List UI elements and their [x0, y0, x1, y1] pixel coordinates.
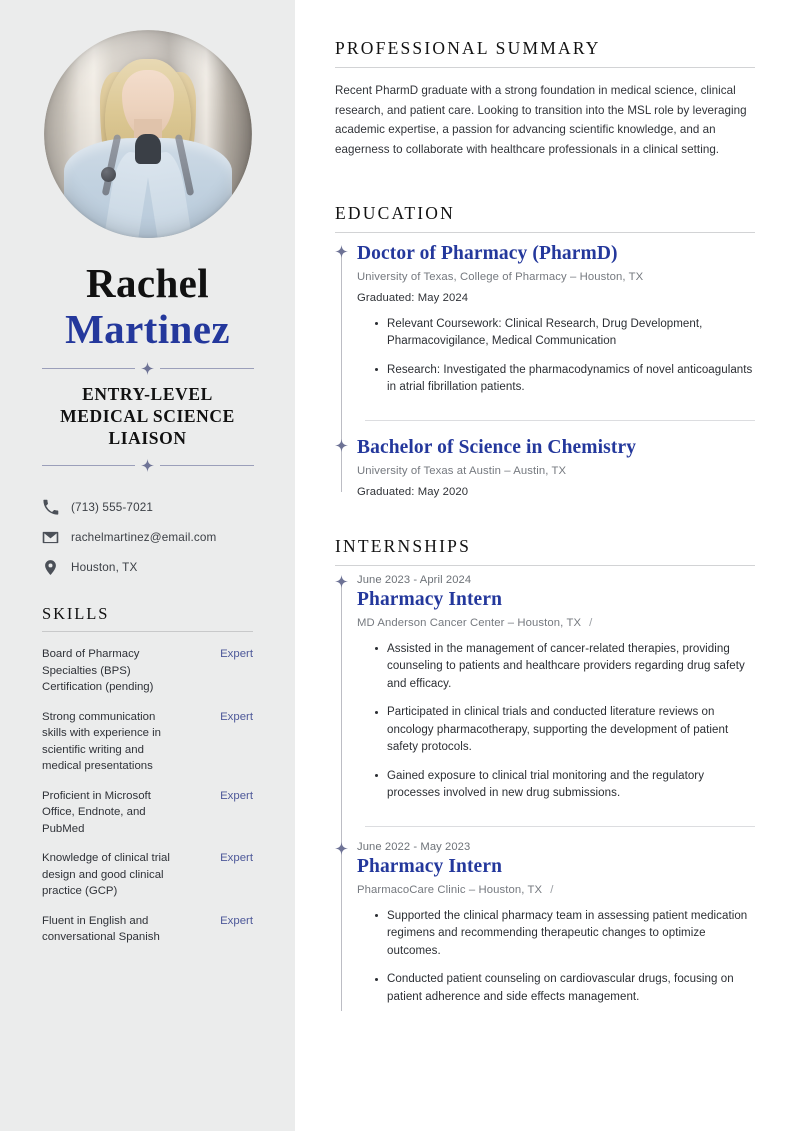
contact-phone[interactable] — [42, 499, 295, 516]
bullet-point: Gained exposure to clinical trial monitoring and the regulatory processes involved in new drug submissions. — [375, 768, 755, 803]
location-icon — [42, 559, 59, 576]
skill-level: Expert — [220, 648, 253, 660]
internships-section — [335, 536, 755, 1024]
bullet-point: Assisted in the management of cancer-related therapies, providing counseling to patients and healthcare providers regarding drug safety and efficacy. — [375, 641, 755, 694]
avatar — [44, 30, 252, 238]
phone-icon — [42, 499, 59, 516]
internship-entry — [357, 841, 755, 1024]
main-content — [295, 0, 800, 1131]
entry-separator — [365, 826, 755, 827]
internship-date: June 2023 - April 2024 — [357, 573, 472, 586]
first-name: Rachel — [85, 260, 210, 306]
internship-employer — [357, 617, 755, 629]
timeline-line — [341, 251, 342, 492]
skills-rule — [42, 631, 253, 632]
skill-item — [42, 850, 253, 900]
education-entry — [357, 241, 755, 414]
job-title: ENTRY-LEVEL MEDICAL SCIENCE LIAISON — [60, 384, 235, 448]
internship-points — [357, 908, 755, 1007]
contact-list — [42, 499, 295, 576]
skills-section — [42, 604, 253, 946]
skill-name: Fluent in English and conversational Spanish — [42, 914, 160, 943]
entry-separator — [365, 420, 755, 421]
degree-title: Bachelor of Science in Chemistry — [357, 436, 637, 458]
employer-name: PharmacoCare Clinic – Houston, TX — [357, 883, 543, 896]
summary-title: PROFESSIONAL SUMMARY — [335, 38, 601, 58]
ornament-divider-top — [42, 361, 254, 375]
contact-phone-text: (713) 555-7021 — [71, 501, 154, 514]
graduation-date: Graduated: May 2024 — [357, 291, 469, 304]
employer-separator: / — [589, 616, 593, 629]
ornament-divider-bottom — [42, 458, 254, 472]
education-entry — [357, 435, 755, 504]
internships-title: INTERNSHIPS — [335, 535, 472, 556]
school-name: University of Texas, College of Pharmacy – Houston, TX — [357, 270, 644, 283]
skill-name: Knowledge of clinical trial design and good clinical practice (GCP) — [42, 852, 170, 897]
last-name: Martinez — [65, 306, 230, 352]
skill-level: Expert — [220, 710, 253, 723]
internship-points — [357, 641, 755, 803]
school-name: University of Texas at Austin – Austin, TX — [357, 464, 567, 477]
internship-entry — [357, 574, 755, 820]
contact-location-text: Houston, TX — [71, 561, 138, 574]
education-timeline — [335, 241, 755, 504]
internship-role: Pharmacy Intern — [357, 588, 503, 610]
skill-level: Expert — [220, 914, 253, 927]
bullet-point: Relevant Coursework: Clinical Research, Drug Development, Pharmacovigilance, Medical Communication — [375, 316, 755, 351]
four-point-star-icon — [335, 575, 348, 588]
contact-email-text: rachelmartinez@email.com — [71, 531, 217, 544]
bullet-point: Research: Investigated the pharmacodynamics of novel anticoagulants in atrial fibrillation patients. — [375, 362, 755, 397]
degree-title: Doctor of Pharmacy (PharmD) — [357, 242, 618, 264]
internship-role: Pharmacy Intern — [357, 855, 503, 877]
skill-item — [42, 788, 253, 838]
bullet-point: Supported the clinical pharmacy team in assessing patient medication regimens and recommending therapeutic changes to optimize outcomes. — [375, 908, 755, 961]
bullet-point: Participated in clinical trials and conducted literature reviews on oncology pharmacotherapy, supporting the development of patient safety protocols. — [375, 704, 755, 757]
summary-text: Recent PharmD graduate with a strong foundation in medical science, clinical research, and patient care. Looking to transition into the MSL role by leveraging academic expertise, a passion for advancing scientific knowledge, and an eagerness to collaborate with healthcare professionals in a clinical setting. — [335, 84, 747, 156]
four-point-star-icon — [335, 842, 348, 855]
education-rule — [335, 232, 755, 233]
graduation-date: Graduated: May 2020 — [357, 485, 469, 498]
education-points — [357, 316, 755, 397]
internships-rule — [335, 565, 755, 566]
email-icon — [42, 529, 59, 546]
skill-item — [42, 646, 253, 696]
four-point-star-icon — [141, 362, 154, 375]
skills-title: SKILLS — [42, 604, 110, 623]
employer-name: MD Anderson Cancer Center – Houston, TX — [357, 616, 582, 629]
summary-rule — [335, 67, 755, 68]
education-title: EDUCATION — [335, 202, 455, 223]
timeline-line — [341, 584, 342, 1012]
summary-section — [335, 38, 755, 159]
employer-separator: / — [550, 883, 554, 896]
contact-email[interactable] — [42, 529, 295, 546]
internship-employer — [357, 884, 755, 896]
education-section — [335, 203, 755, 504]
four-point-star-icon — [335, 245, 348, 258]
name-block — [0, 260, 295, 352]
bullet-point: Conducted patient counseling on cardiovascular drugs, focusing on patient adherence and side effects management. — [375, 971, 755, 1006]
skill-level: Expert — [220, 789, 253, 802]
skill-level: Expert — [220, 852, 253, 864]
skill-name: Board of Pharmacy Specialties (BPS) Certification (pending) — [42, 648, 154, 693]
internships-timeline — [335, 574, 755, 1024]
four-point-star-icon — [141, 459, 154, 472]
skill-name: Proficient in Microsoft Office, Endnote, and PubMed — [42, 789, 151, 835]
skill-name: Strong communication skills with experience in scientific writing and medical presentations — [42, 710, 162, 772]
skill-item — [42, 709, 253, 775]
portrait-photo — [44, 30, 252, 238]
sidebar — [0, 0, 295, 1131]
contact-location[interactable] — [42, 559, 295, 576]
internship-date: June 2022 - May 2023 — [357, 840, 471, 853]
four-point-star-icon — [335, 439, 348, 452]
skill-item — [42, 913, 253, 946]
